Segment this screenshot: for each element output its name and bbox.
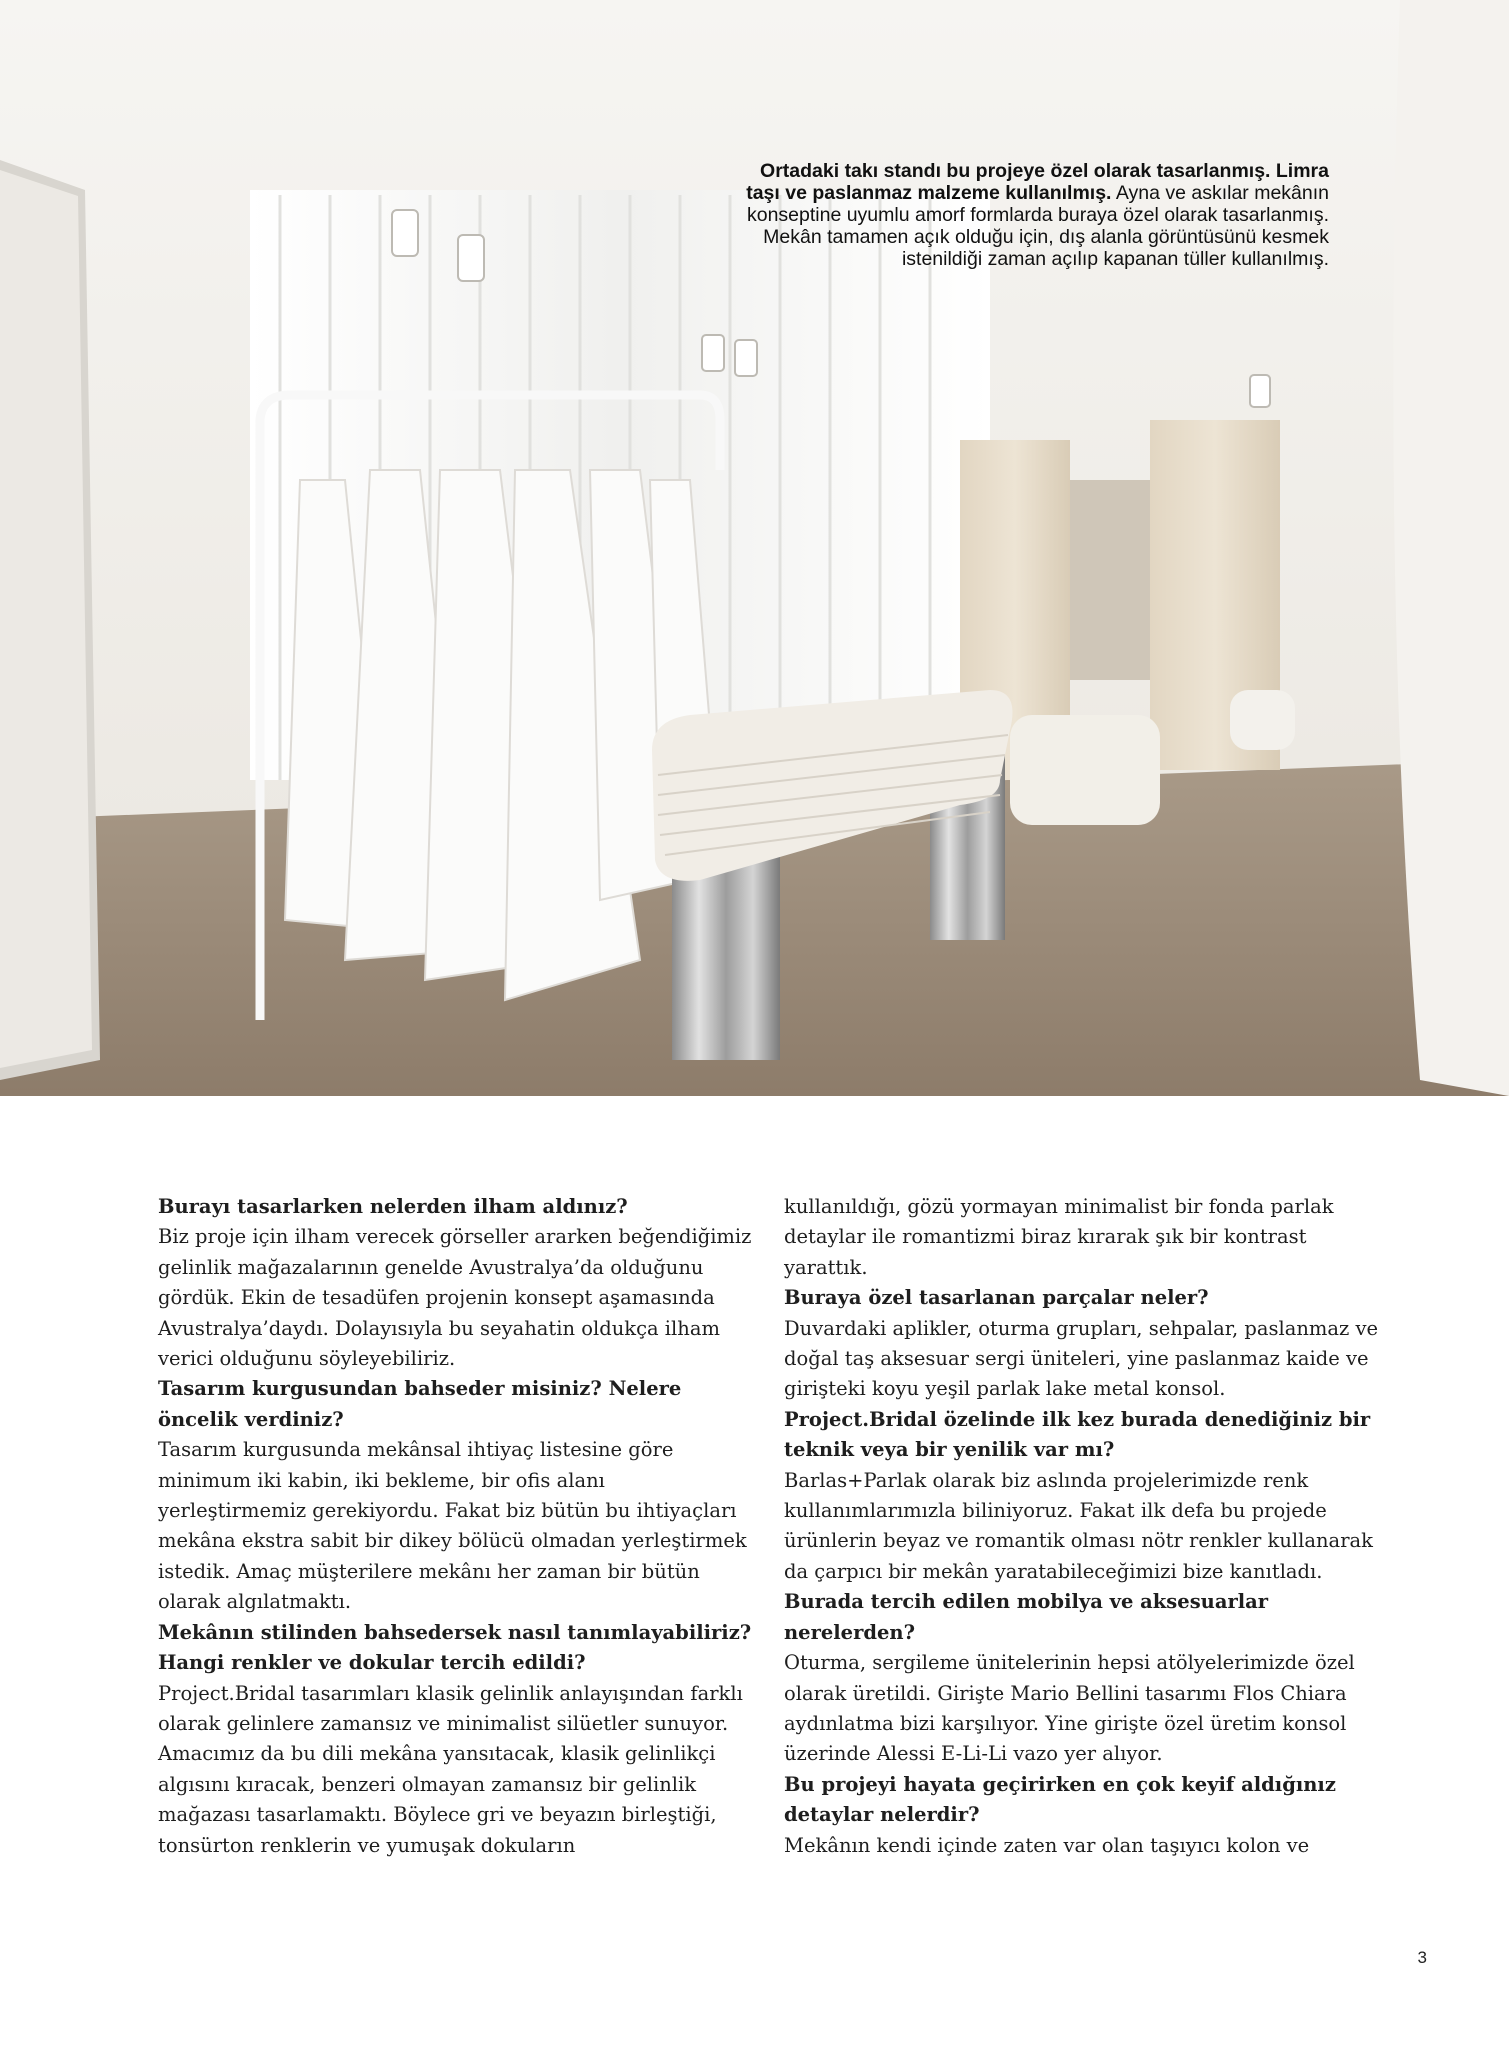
question-1: Burayı tasarlarken nelerden ilham aldınız? xyxy=(158,1195,628,1218)
caption-lead: Ortadaki takı standı bu projeye özel olarak tasarlanmış. Limra taşı ve paslanmaz malzeme kullanılmış. xyxy=(746,160,1329,204)
answer-2: Tasarım kurgusunda mekânsal ihtiyaç listesine göre minimum iki kabin, iki bekleme, bir ofis alanı yerleştirmemiz gerekiyordu. Fakat biz bütün bu ihtiyaçları mekâna ekstra sabit bir dikey bölücü olmadan yerleştirmek istedik. Amaç müşterilere mekânı her zaman bir bütün olarak algılatmaktı. xyxy=(158,1438,747,1614)
question-7: Bu projeyi hayata geçirirken en çok keyif aldığınız detaylar nelerdir? xyxy=(784,1772,1336,1827)
answer-7: Mekânın kendi içinde zaten var olan taşıyıcı kolon ve xyxy=(784,1833,1310,1857)
question-4: Buraya özel tasarlanan parçalar neler? xyxy=(784,1286,1209,1310)
question-6: Burada tercih edilen mobilya ve aksesuarlar nerelerden? xyxy=(784,1590,1269,1644)
left-column xyxy=(158,1192,758,1861)
answer-3: Project.Bridal tasarımları klasik gelinlik anlayışından farklı olarak gelinlere zamansız ve minimalist silüetler sunuyor. Amacımız da bu dili mekâna yansıtacak, klasik gelinlikçi algısını kıracak, benzeri olmayan zamansız bir gelinlik mağazası tasarlamaktı. Böylece gri ve beyazın birleştiği, tonsürton renklerin ve yumuşak dokuların xyxy=(158,1681,743,1857)
question-5: Project.Bridal özelinde ilk kez burada denediğiniz bir teknik veya bir yenilik var mı? xyxy=(784,1407,1371,1462)
question-2: Tasarım kurgusundan bahseder misiniz? Nelere öncelik verdiniz? xyxy=(158,1377,682,1431)
answer-5: Barlas+Parlak olarak biz aslında projelerimizde renk kullanımlarımızla biliniyoruz. Fakat ilk defa bu projede ürünlerin beyaz ve romantik olması nötr renkler kullanarak da çarpıcı bir mekân yaratabileceğimizi bize kanıtladı. xyxy=(784,1468,1373,1583)
answer-6: Oturma, sergileme ünitelerinin hepsi atölyelerimizde özel olarak üretildi. Girişte Mario Bellini tasarımı Flos Chiara aydınlatma bizi karşılıyor. Yine girişte özel üretim konsol üzerinde Alessi E-Li-Li vazo yer alıyor. xyxy=(784,1651,1355,1766)
page-number: 3 xyxy=(1417,1948,1427,1967)
answer-4: Duvardaki aplikler, oturma grupları, sehpalar, paslanmaz ve doğal taş aksesuar sergi üniteleri, yine paslanmaz kaide ve girişteki koyu yeşil parlak lake metal konsol. xyxy=(784,1316,1379,1401)
right-column xyxy=(784,1192,1384,1861)
caption-body: Ayna ve askılar mekânın konseptine uyumlu amorf formlarda buraya özel olarak tasarlanmış. Mekân tamamen açık olduğu için, dış alanla görüntüsünü kesmek istenildiği zaman açılıp kapanan tüller kullanılmış. xyxy=(746,182,1329,270)
photo-caption xyxy=(729,160,1329,270)
answer-3-continued: kullanıldığı, gözü yormayan minimalist bir fonda parlak detaylar ile romantizmi biraz kırarak şık bir kontrast yarattık. xyxy=(784,1195,1334,1279)
answer-1: Biz proje için ilham verecek görseller ararken beğendiğimiz gelinlik mağazalarının genelde Avustralya’da olduğunu gördük. Ekin de tesadüfen projenin konsept aşamasında Avustralya’daydı. Dolayısıyla bu seyahatin oldukça ilham verici olduğunu söyleyebiliriz. xyxy=(158,1225,752,1371)
question-3: Mekânın stilinden bahsedersek nasıl tanımlayabiliriz? Hangi renkler ve dokular tercih edildi? xyxy=(158,1620,752,1675)
